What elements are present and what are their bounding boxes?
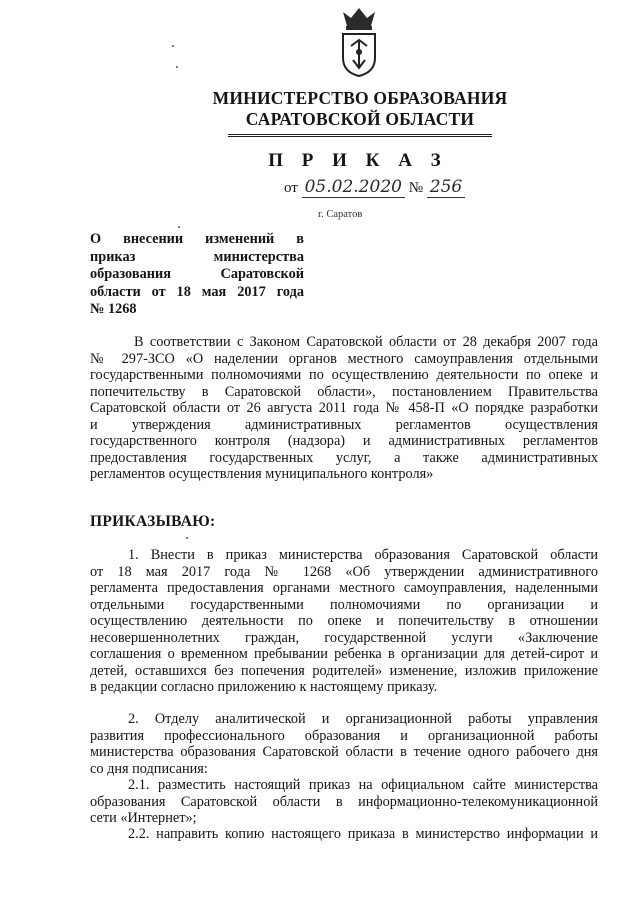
paragraph-line: № 297-ЗСО «О наделении органов местного самоуправления отдельными [90,350,598,367]
number-prefix: № [408,180,424,196]
coat-of-arms-icon [333,6,385,78]
paragraph-line: государственными полномочиями по осуществлению деятельности по опеке и [90,367,598,383]
decree-word: ПРИКАЗЫВАЮ: [90,513,216,530]
paragraph-line: несовершеннолетних граждан, государственной услуги «Заключение [90,629,598,646]
city-label: г. Саратов [318,209,363,220]
paragraph-line: отдельными государственными полномочиями по организации и [90,596,598,613]
header-divider [228,134,492,137]
order-date-number-line [284,177,465,198]
subject-line: О внесении изменений в [90,231,304,247]
paragraph-line: образования Саратовской области в информационно-телекомуникационной [90,793,598,810]
paragraph-line: попечительству в Саратовской области», постановлением Правительства [90,383,598,400]
item-1-paragraph [90,547,598,696]
paragraph-line: государственного контроля (надзора) и административных регламентов [90,433,598,449]
item-2-paragraph [90,711,598,777]
paragraph-line: и утверждения административных регламентов осуществления [90,416,598,433]
ministry-name-line2: САРАТОВСКОЙ ОБЛАСТИ [245,109,475,129]
item-2-1-paragraph [90,777,598,827]
paragraph-line: 2.1. разместить настоящий приказ на официальном сайте министерства [128,777,598,793]
paragraph-line: 2. Отделу аналитической и организационной работы управления [128,711,598,727]
paragraph-line: сети «Интернет»; [90,810,197,826]
handwritten-date: 05.02.2020 [302,177,405,198]
order-title: П Р И К А З [268,150,448,171]
subject-line: № 1268 [90,301,137,317]
scan-speck [186,537,188,539]
date-prefix: от [284,180,298,196]
paragraph-line: со дня подписания: [90,760,208,777]
paragraph-line: предоставления государственных услуг, а также административных [90,449,598,466]
item-2-2-paragraph [90,826,598,843]
paragraph-line: 2.2. направить копию настоящего приказа в министерство информации и [128,826,598,842]
paragraph-line: развития профессионального образования и организационной работы [90,727,598,744]
paragraph-line: в редакции согласно приложению к настоящему приказу. [90,679,438,695]
paragraph-line: детей, оставшихся без попечения родителей» изменение, изложив приложение [90,662,598,679]
paragraph-line: от 18 мая 2017 года № 1268 «Об утверждении административного [90,563,598,580]
paragraph-line: регламентов осуществления муниципального контроля» [90,466,434,482]
scan-speck [172,45,174,47]
ministry-name-line1: МИНИСТЕРСТВО ОБРАЗОВАНИЯ [212,88,508,108]
paragraph-line: соглашения о временном пребывании ребенка в организации для детей-сирот и [90,646,598,662]
scan-speck [178,226,180,228]
paragraph-line: министерства образования Саратовской области в течение одного рабочего дня [90,744,598,760]
handwritten-number: 256 [427,177,465,198]
preamble-paragraph [90,334,598,483]
paragraph-line: В соответствии с Законом Саратовской области от 28 декабря 2007 года [134,334,598,350]
paragraph-line: Саратовской области от 26 августа 2011 года № 458-П «О порядке разработки [90,400,598,416]
order-subject [90,231,304,319]
scan-speck [176,66,178,68]
subject-line: образования Саратовской [90,266,304,282]
paragraph-line: осуществлению деятельности по опеке и попечительству в отношении [90,613,598,629]
subject-line: приказ министерства [90,248,304,265]
paragraph-line: регламента предоставления органами местного самоуправления, наделенными [90,580,598,596]
subject-line: области от 18 мая 2017 года [90,283,304,300]
paragraph-line: 1. Внести в приказ министерства образования Саратовской области [128,547,598,563]
